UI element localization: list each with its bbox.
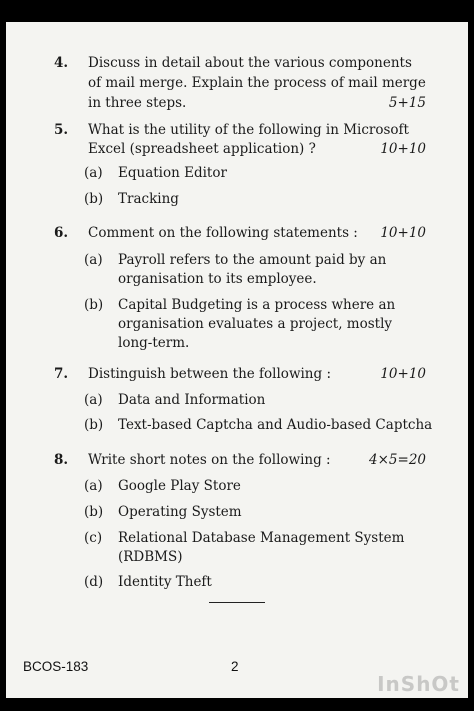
- part-line: organisation evaluates a project, mostly: [118, 316, 393, 332]
- part-text: Equation Editor: [118, 165, 227, 181]
- marks: 10+10: [380, 225, 426, 241]
- part-text: Google Play Store: [118, 478, 241, 494]
- part-label: (c): [84, 530, 103, 546]
- question-line: What is the utility of the following in Microsoft: [88, 122, 409, 138]
- question-6: [54, 223, 434, 353]
- part-label: (b): [84, 191, 104, 207]
- part-line: long-term.: [118, 335, 190, 351]
- question-line: in three steps.: [88, 95, 187, 111]
- part-text: Text-based Captcha and Audio-based Captcha: [118, 417, 433, 433]
- part-line: Payroll refers to the amount paid by an: [118, 252, 387, 268]
- question-line: of mail merge. Explain the process of mail merge: [88, 75, 426, 91]
- marks: 5+15: [388, 95, 426, 111]
- question-number: 8.: [54, 452, 69, 468]
- part-label: (d): [84, 574, 104, 590]
- question-line: Distinguish between the following :: [88, 366, 331, 382]
- marks: 10+10: [380, 141, 426, 157]
- part-label: (a): [84, 252, 103, 268]
- question-7: [54, 364, 434, 434]
- question-line: Excel (spreadsheet application) ?: [88, 141, 316, 157]
- course-code: BCOS-183: [23, 659, 89, 674]
- watermark-logo: InShOt: [377, 672, 460, 696]
- part-label: (b): [84, 417, 104, 433]
- part-label: (a): [84, 165, 103, 181]
- question-number: 5.: [54, 122, 69, 138]
- part-line: (RDBMS): [118, 549, 183, 565]
- marks: 10+10: [380, 366, 426, 382]
- part-text: Identity Theft: [118, 574, 212, 590]
- question-8: [54, 450, 434, 595]
- question-line: Write short notes on the following :: [88, 452, 331, 468]
- part-text: Data and Information: [118, 392, 266, 408]
- part-line: Relational Database Management System: [118, 530, 405, 546]
- question-number: 6.: [54, 225, 69, 241]
- question-4: [54, 53, 434, 117]
- part-label: (a): [84, 392, 103, 408]
- end-rule: [209, 602, 265, 603]
- part-line: Capital Budgeting is a process where an: [118, 297, 396, 313]
- exam-page: [6, 22, 468, 698]
- question-number: 7.: [54, 366, 69, 382]
- part-label: (a): [84, 478, 103, 494]
- question-5: [54, 120, 434, 212]
- page-number: 2: [231, 659, 239, 674]
- question-line: Comment on the following statements :: [88, 225, 358, 241]
- question-line: Discuss in detail about the various components: [88, 55, 412, 71]
- question-number: 4.: [54, 55, 69, 71]
- part-label: (b): [84, 297, 104, 313]
- part-line: organisation to its employee.: [118, 271, 317, 287]
- part-text: Tracking: [118, 191, 179, 207]
- part-text: Operating System: [118, 504, 242, 520]
- marks: 4×5=20: [369, 452, 426, 468]
- part-label: (b): [84, 504, 104, 520]
